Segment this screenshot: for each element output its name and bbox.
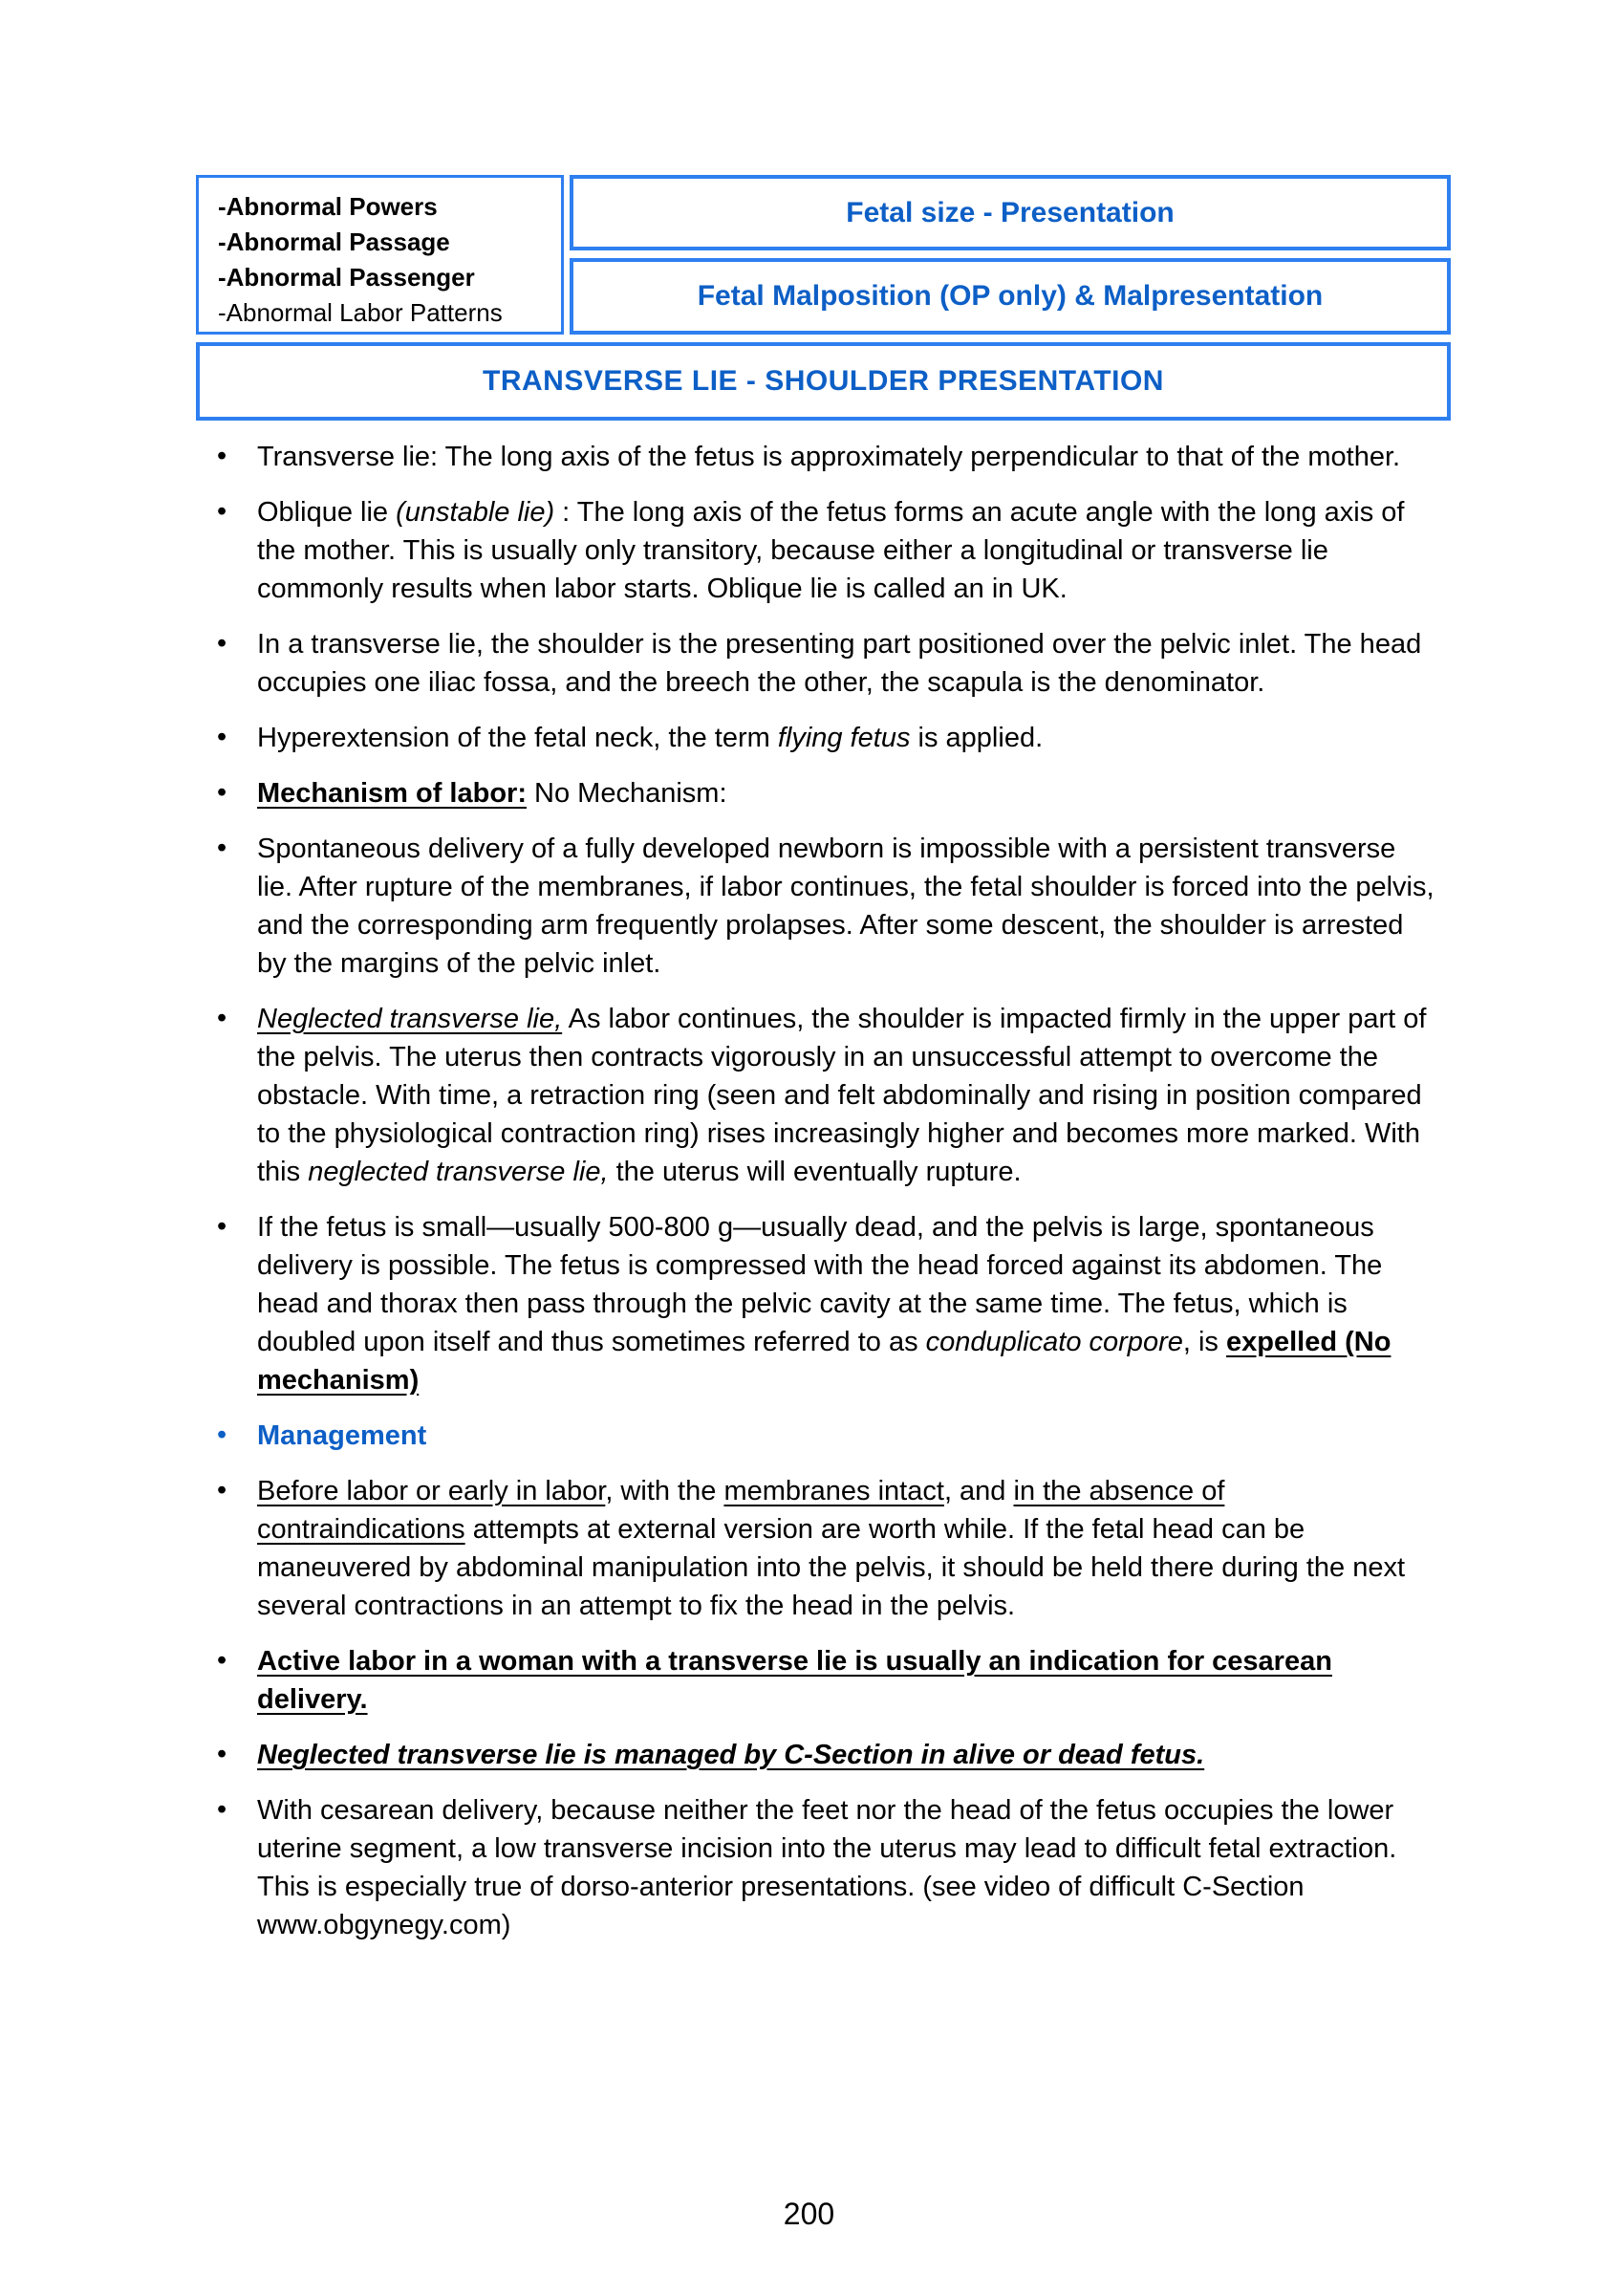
bullet-icon: • (217, 722, 227, 752)
bullet-text: Neglected transverse lie is managed by C-Section in alive or dead fetus. (257, 1740, 1205, 1770)
bullet-item-oblique-lie (196, 493, 1438, 608)
bullet-text: Spontaneous delivery of a fully developed newborn is impossible with a persistent transverse lie. After rupture of the membranes, if labor continues, the fetal shoulder is forced into the pelvis, and the corresponding arm frequently prolapses. After some descent, the shoulder is arrested by the margins of the pelvic inlet. (257, 834, 1435, 979)
bullet-item-spontaneous-delivery (196, 830, 1438, 983)
bullet-text: Active labor in a woman with a transverse lie is usually an indication for cesarean delivery. (257, 1646, 1332, 1715)
header-causes-box (196, 175, 564, 335)
bullet-icon: • (217, 441, 227, 471)
bullet-text: Transverse lie: The long axis of the fetus is approximately perpendicular to that of the mother. (257, 442, 1401, 472)
header-topic-fetal-size-label: Fetal size - Presentation (846, 196, 1175, 228)
bullet-text: Hyperextension of the fetal neck, the term flying fetus is applied. (257, 723, 1044, 753)
bullet-text: Management (257, 1420, 427, 1451)
bullet-icon: • (217, 1211, 227, 1242)
bullet-item-active-labor-cesarean (196, 1642, 1438, 1719)
bullet-text: Mechanism of labor: No Mechanism: (257, 778, 727, 809)
bullet-item-small-fetus (196, 1208, 1438, 1399)
bullet-text: Oblique lie (unstable lie) : The long axis of the fetus forms an acute angle with the long axis of the mother. This is usually only transitory, because either a longitudinal or transverse lie commonly results when labor starts. Oblique lie is called an in UK. (257, 497, 1405, 604)
bullet-icon: • (217, 1475, 227, 1505)
section-title: TRANSVERSE LIE - SHOULDER PRESENTATION (483, 365, 1164, 397)
header-causes-line-abnormal-labor-patterns: -Abnormal Labor Patterns (218, 298, 503, 327)
bullet-item-flying-fetus (196, 719, 1438, 757)
bullet-icon: • (217, 1645, 227, 1676)
header-causes-line-abnormal-powers: -Abnormal Powers (218, 192, 438, 221)
bullet-list (196, 438, 1438, 1961)
bullet-text: In a transverse lie, the shoulder is the presenting part positioned over the pelvic inlet. The head occupies one iliac fossa, and the breech the other, the scapula is the denominator. (257, 629, 1422, 698)
bullet-icon: • (217, 1419, 227, 1450)
bullet-icon: • (217, 1003, 227, 1033)
bullet-item-management (196, 1417, 1438, 1455)
bullet-item-cesarean-incision (196, 1791, 1438, 1944)
header-topic-fetal-size (570, 175, 1451, 250)
bullet-icon: • (217, 628, 227, 659)
bullet-icon: • (217, 777, 227, 808)
bullet-item-transverse-lie (196, 438, 1438, 476)
header-topic-malposition (570, 258, 1451, 335)
bullet-item-neglected-managed-csection (196, 1736, 1438, 1774)
bullet-text: Before labor or early in labor, with the membranes intact, and in the absence of contraindications attempts at external version are worth while. If the fetal head can be maneuvered by abdominal manipulation into the pelvis, it should be held there during the next several contractions in an attempt to fix the head in the pelvis. (257, 1476, 1406, 1621)
bullet-text: With cesarean delivery, because neither the feet nor the head of the fetus occupies the lower uterine segment, a low transverse incision into the uterus may lead to difficult fetal extraction. This is especially true of dorso-anterior presentations. (see video of difficult C-Section www.obgynegy.com) (257, 1795, 1397, 1940)
header-causes-line-abnormal-passenger: -Abnormal Passenger (218, 263, 475, 292)
header-causes-line-abnormal-passage: -Abnormal Passage (218, 227, 450, 256)
bullet-icon: • (217, 496, 227, 527)
bullet-text: If the fetus is small—usually 500-800 g—usually dead, and the pelvis is large, spontaneous delivery is possible. The fetus is compressed with the head forced against its abdomen. The head and thorax then pass through the pelvic cavity at the same time. The fetus, which is doubled upon itself and thus sometimes referred to as conduplicato corpore, is expelled (No mechanism) (257, 1212, 1391, 1396)
bullet-icon: • (217, 1739, 227, 1769)
bullet-text: Neglected transverse lie, As labor continues, the shoulder is impacted firmly in the upper part of the pelvis. The uterus then contracts vigorously in an unsuccessful attempt to overcome the obstacle. With time, a retraction ring (seen and felt abdominally and rising in position compared to the physiological contraction ring) rises increasingly higher and becomes more marked. With this neglected transverse lie, the uterus will eventually rupture. (257, 1004, 1427, 1187)
bullet-item-shoulder-presenting (196, 625, 1438, 702)
bullet-icon: • (217, 1794, 227, 1825)
section-title-box (196, 342, 1451, 421)
bullet-item-mechanism-of-labor (196, 774, 1438, 812)
header-topic-malposition-label: Fetal Malposition (OP only) & Malpresentation (697, 280, 1324, 312)
page-number: 200 (783, 2197, 835, 2231)
bullet-item-neglected-transverse-lie (196, 1000, 1438, 1191)
bullet-item-external-version (196, 1472, 1438, 1625)
bullet-icon: • (217, 833, 227, 863)
